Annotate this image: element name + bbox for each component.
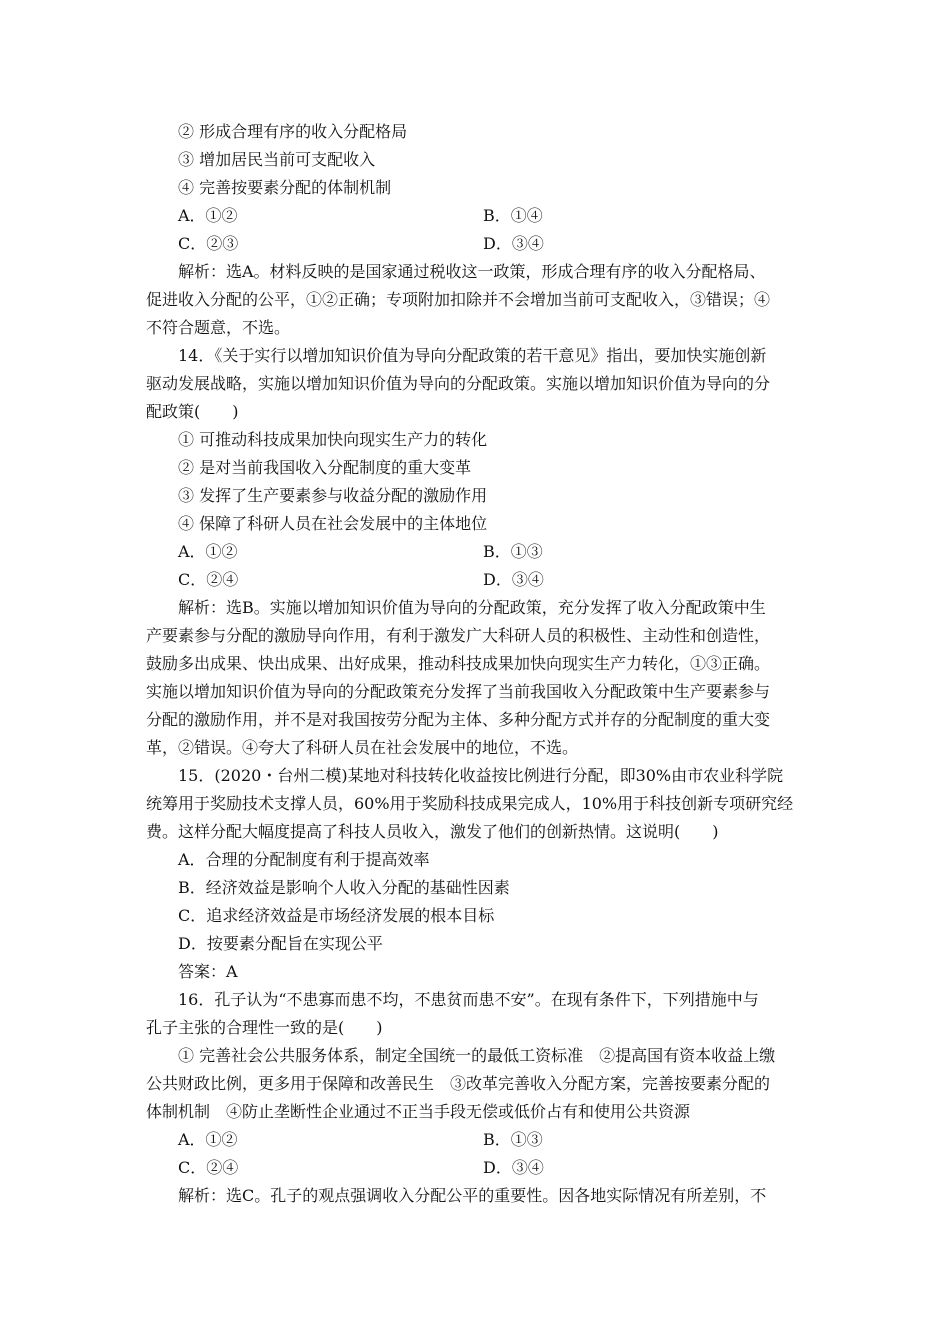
q14-analysis-line: 解析：选B。实施以增加知识价值为导向的分配政策，充分发挥了收入分配政策中生 xyxy=(178,598,766,617)
q13-options-row xyxy=(146,202,810,230)
q13-item: ③ 增加居民当前可支配收入 xyxy=(178,150,376,169)
q16-analysis-line: 解析：选C。孔子的观点强调收入分配公平的重要性。因各地实际情况有所差别，不 xyxy=(178,1186,767,1205)
q14-stem-line: 14．《关于实行以增加知识价值为导向分配政策的若干意见》指出，要加快实施创新 xyxy=(178,346,767,365)
q16-option-b: B．①③ xyxy=(483,1130,543,1149)
q14-option-c: C．②④ xyxy=(178,570,239,589)
q13-option-c: C．②③ xyxy=(178,234,239,253)
q14-analysis-line: 实施以增加知识价值为导向的分配政策充分发挥了当前我国收入分配政策中生产要素参与 xyxy=(146,682,771,701)
q15-option-d: D．按要素分配旨在实现公平 xyxy=(178,934,383,953)
q15-stem-line: 统筹用于奖励技术支撑人员，60%用于奖励科技成果完成人，10%用于科技创新专项研究经 xyxy=(146,794,794,813)
q16-options-row xyxy=(146,1126,810,1154)
q13-analysis-line: 解析：选A。材料反映的是国家通过税收这一政策，形成合理有序的收入分配格局、 xyxy=(178,262,766,281)
q16-options-row xyxy=(146,1154,810,1182)
q14-option-a: A．①② xyxy=(178,542,238,561)
q16-option-a: A．①② xyxy=(178,1130,238,1149)
q14-item: ③ 发挥了生产要素参与收益分配的激励作用 xyxy=(178,486,488,505)
q14-analysis-line: 分配的激励作用，并不是对我国按劳分配为主体、多种分配方式并存的分配制度的重大变 xyxy=(146,710,771,729)
q14-analysis-line: 产要素参与分配的激励导向作用，有利于激发广大科研人员的积极性、主动性和创造性， xyxy=(146,626,771,645)
question-14 xyxy=(146,342,810,762)
q16-option-d: D．③④ xyxy=(483,1158,544,1177)
q14-options-row xyxy=(146,566,810,594)
q15-option-b: B．经济效益是影响个人收入分配的基础性因素 xyxy=(178,878,510,897)
q13-analysis-line: 不符合题意，不选。 xyxy=(146,318,291,337)
q14-analysis-line: 革，②错误。④夸大了科研人员在社会发展中的地位，不选。 xyxy=(146,738,579,757)
q13-option-b: B．①④ xyxy=(483,206,543,225)
q14-option-b: B．①③ xyxy=(483,542,543,561)
q16-items-line: 公共财政比例，更多用于保障和改善民生 ③改革完善收入分配方案，完善按要素分配的 xyxy=(146,1074,771,1093)
q14-stem-line: 配政策( ) xyxy=(146,402,239,421)
q13-option-d: D．③④ xyxy=(483,234,544,253)
q14-item: ② 是对当前我国收入分配制度的重大变革 xyxy=(178,458,472,477)
q15-stem-line: 费。这样分配大幅度提高了科技人员收入，激发了他们的创新热情。这说明( ) xyxy=(146,822,719,841)
q15-stem-line: 15．(2020・台州二模)某地对科技转化收益按比例进行分配，即30%由市农业科学院 xyxy=(178,766,784,785)
q15-option-a: A．合理的分配制度有利于提高效率 xyxy=(178,850,430,869)
q13-analysis-line: 促进收入分配的公平，①②正确；专项附加扣除并不会增加当前可支配收入，③错误；④ xyxy=(146,290,771,309)
q13-option-a: A．①② xyxy=(178,206,238,225)
q14-item: ④ 保障了科研人员在社会发展中的主体地位 xyxy=(178,514,488,533)
question-16 xyxy=(146,986,810,1210)
q13-item: ④ 完善按要素分配的体制机制 xyxy=(178,178,392,197)
q16-items-line: 体制机制 ④防止垄断性企业通过不正当手段无偿或低价占有和使用公共资源 xyxy=(146,1102,691,1121)
q13-item: ② 形成合理有序的收入分配格局 xyxy=(178,122,408,141)
q15-answer: 答案：A xyxy=(178,962,238,981)
q15-option-c: C．追求经济效益是市场经济发展的根本目标 xyxy=(178,906,495,925)
q14-analysis-line: 鼓励多出成果、快出成果、出好成果，推动科技成果加快向现实生产力转化，①③正确。 xyxy=(146,654,771,673)
q16-option-c: C．②④ xyxy=(178,1158,239,1177)
q14-item: ① 可推动科技成果加快向现实生产力的转化 xyxy=(178,430,488,449)
q14-option-d: D．③④ xyxy=(483,570,544,589)
q16-items-line: ① 完善社会公共服务体系，制定全国统一的最低工资标准 ②提高国有资本收益上缴 xyxy=(178,1046,776,1065)
question-13 xyxy=(146,118,810,342)
q14-stem-line: 驱动发展战略，实施以增加知识价值为导向的分配政策。实施以增加知识价值为导向的分 xyxy=(146,374,771,393)
question-15 xyxy=(146,762,810,986)
q16-stem-line: 16．孔子认为“不患寡而患不均，不患贫而患不安”。在现有条件下，下列措施中与 xyxy=(178,990,759,1009)
q16-stem-line: 孔子主张的合理性一致的是( ) xyxy=(146,1018,383,1037)
q13-options-row xyxy=(146,230,810,258)
q14-options-row xyxy=(146,538,810,566)
